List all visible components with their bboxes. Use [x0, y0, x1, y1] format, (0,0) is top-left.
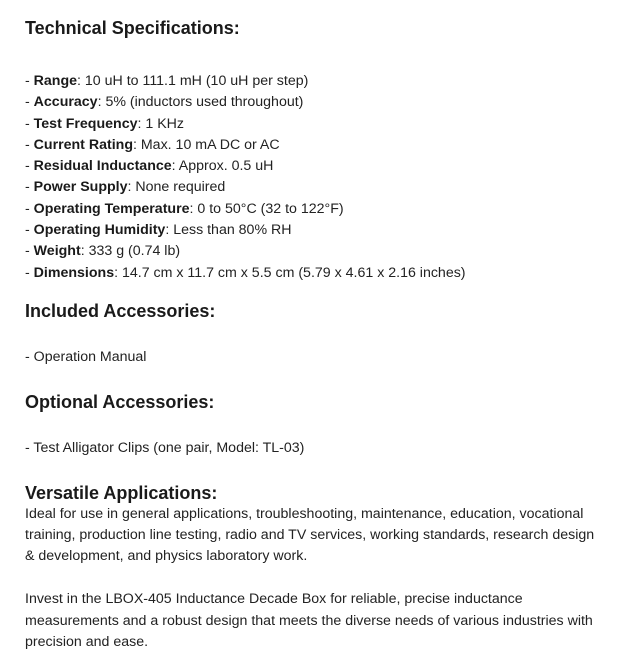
spec-item-operating-temperature	[25, 199, 622, 220]
spec-item-accuracy	[25, 92, 622, 113]
spec-value: : 5% (inductors used throughout)	[97, 94, 304, 111]
spec-item-residual-inductance	[25, 156, 622, 177]
spec-item-dimensions	[25, 263, 622, 284]
spec-item-current-rating	[25, 135, 622, 156]
versatile-applications-heading: Versatile Applications:	[25, 482, 218, 503]
spec-label: Residual Inductance	[33, 158, 172, 175]
spec-label: Power Supply	[33, 179, 128, 196]
spec-value: : 333 g (0.74 lb)	[80, 243, 181, 260]
spec-value: : Less than 80% RH	[165, 222, 292, 239]
technical-specifications-list	[25, 71, 622, 284]
spec-prefix: -	[25, 73, 34, 89]
spec-prefix: -	[25, 158, 34, 175]
spec-item-range	[25, 71, 622, 92]
included-accessories-heading: Included Accessories:	[25, 300, 216, 321]
spec-prefix: -	[25, 136, 34, 153]
spec-prefix: -	[25, 200, 34, 217]
applications-paragraph: Ideal for use in general applications, troubleshooting, maintenance, education, vocational training, production line testing, radio and TV services, working standards, research design & development, and physics laboratory work.	[25, 505, 595, 565]
spec-value: : 14.7 cm x 11.7 cm x 5.5 cm (5.79 x 4.61 x 2.16 inches)	[114, 264, 466, 281]
optional-accessory-item: - Test Alligator Clips (one pair, Model: TL-03)	[25, 440, 305, 457]
closing-paragraph: Invest in the LBOX-405 Inductance Decade Box for reliable, precise inductance measurements and a robust design that meets the diverse needs of various industries with precision and ease.	[25, 591, 593, 651]
spec-item-operating-humidity	[25, 220, 622, 241]
spec-item-weight	[25, 241, 622, 262]
spec-value: : Max. 10 mA DC or AC	[132, 136, 280, 153]
spec-label: Current Rating	[33, 136, 133, 153]
spec-prefix: -	[25, 115, 34, 132]
spec-prefix: -	[25, 94, 34, 111]
spec-value: : 1 KHz	[137, 115, 185, 132]
technical-specifications-heading: Technical Specifications:	[25, 18, 240, 38]
included-accessory-item: - Operation Manual	[25, 348, 147, 365]
spec-value: : 0 to 50°C (32 to 122°F)	[189, 200, 344, 217]
spec-item-power-supply	[25, 177, 622, 198]
spec-label: Operating Temperature	[33, 200, 190, 217]
spec-prefix: -	[25, 179, 34, 196]
spec-label: Test Frequency	[33, 115, 138, 132]
spec-value: : 10 uH to 111.1 mH (10 uH per step)	[77, 73, 309, 89]
spec-label: Range	[33, 73, 78, 89]
spec-label: Dimensions	[33, 264, 115, 281]
spec-label: Accuracy	[33, 94, 98, 111]
spec-label: Weight	[33, 243, 81, 260]
spec-prefix: -	[25, 222, 34, 239]
spec-prefix: -	[25, 264, 34, 281]
optional-accessories-heading: Optional Accessories:	[25, 392, 215, 413]
spec-label: Operating Humidity	[33, 222, 166, 239]
spec-item-test-frequency	[25, 114, 622, 135]
spec-value: : None required	[127, 179, 226, 196]
spec-value: : Approx. 0.5 uH	[171, 158, 274, 175]
spec-prefix: -	[25, 243, 34, 260]
